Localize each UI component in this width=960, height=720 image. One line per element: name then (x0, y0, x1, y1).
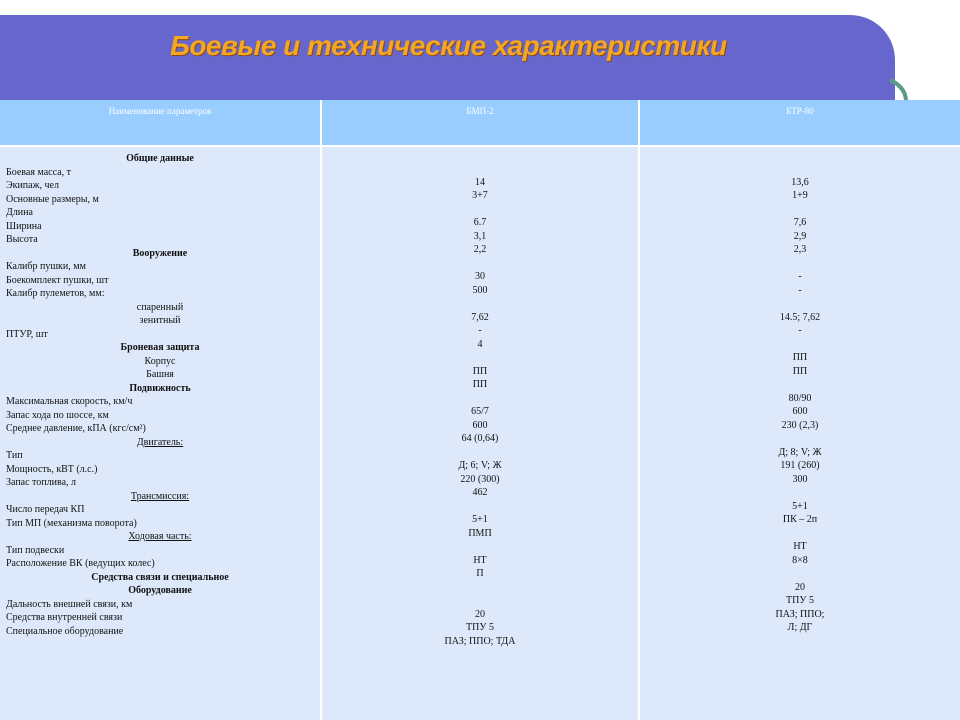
header-divider (0, 145, 960, 147)
column-divider (320, 100, 322, 720)
bmp2-value (322, 500, 638, 513)
btr80-value: Л; ДГ (787, 622, 813, 633)
bmp2-value (322, 257, 638, 270)
column-divider (638, 100, 640, 720)
bmp2-value: 600 (472, 419, 488, 431)
bmp2-value (322, 540, 638, 553)
bmp2-value: НТ (473, 554, 487, 566)
bmp2-value (322, 581, 638, 594)
btr80-value (640, 378, 960, 391)
btr80-value: 7,6 (793, 217, 807, 228)
parameter-label: Мощность, кВТ (л.с.) (6, 463, 98, 475)
btr80-value: 14.5; 7,62 (779, 311, 821, 323)
parameter-label: Вооружение (132, 247, 188, 259)
parameter-label: Высота (6, 234, 38, 245)
bmp2-value: 462 (472, 487, 488, 498)
parameter-label: ПТУР, шт (6, 328, 48, 340)
bmp2-value (322, 162, 638, 175)
parameter-label: Число передач КП (6, 504, 85, 515)
parameter-label: Средства внутренней связи (6, 612, 123, 623)
bmp2-value: 4 (477, 338, 483, 350)
bmp2-value: 64 (0,64) (461, 433, 499, 444)
parameters-column (0, 147, 320, 720)
bmp2-value: ПАЗ; ППО; ТДА (444, 635, 516, 647)
btr80-value: Д; 8; V; Ж (778, 446, 822, 458)
parameter-label: Запас топлива, л (6, 477, 76, 488)
parameter-label: Средства связи и специальное (91, 571, 229, 583)
bmp2-value (322, 203, 638, 216)
btr80-value (640, 527, 960, 540)
btr80-value: 300 (792, 473, 808, 485)
parameter-label: Общие данные (126, 153, 194, 164)
bmp2-value: 500 (472, 284, 488, 296)
parameter-label: Калибр пушки, мм (6, 261, 86, 272)
bmp2-value: 65/7 (471, 406, 489, 417)
bmp2-value: - (478, 325, 482, 336)
btr80-value: 2,3 (793, 244, 807, 255)
btr80-value (640, 432, 960, 445)
bmp2-value: ПП (472, 379, 488, 390)
bmp2-value: 2,2 (473, 244, 487, 255)
bmp2-value: Д; 6; V; Ж (458, 460, 502, 471)
parameter-label: Броневая защита (120, 342, 200, 353)
parameter-label: зенитный (139, 315, 181, 326)
header-bmp2: БМП-2 (322, 100, 638, 145)
parameter-label: Тип подвески (6, 544, 65, 556)
parameter-label: Оборудование (128, 585, 192, 596)
parameter-label: Двигатель: (136, 436, 184, 448)
bmp2-value (322, 297, 638, 310)
btr80-value: ПП (792, 365, 808, 377)
parameter-label: Среднее давление, кПА (кгс/см²) (6, 423, 146, 434)
parameter-label: Ширина (6, 220, 42, 232)
parameter-label: Специальное оборудование (6, 625, 124, 637)
parameter-label: Длина (6, 207, 33, 218)
btr80-value: 191 (260) (780, 460, 820, 471)
parameter-label: Расположение ВК (ведущих колес) (6, 558, 155, 569)
parameter-label: Подвижность (129, 382, 191, 394)
btr80-value (640, 162, 960, 175)
parameter-label: Корпус (144, 355, 176, 367)
header-btr80: БТР-80 (640, 100, 960, 145)
parameter-label: Боекомплект пушки, шт (6, 274, 109, 286)
bmp2-value: 5+1 (472, 514, 488, 525)
btr80-value: 8×8 (792, 554, 808, 566)
parameter-label: Ходовая часть: (128, 531, 192, 542)
btr80-value (640, 203, 960, 216)
bmp2-value (322, 446, 638, 459)
parameter-label: Башня (146, 369, 174, 380)
bmp2-value (322, 594, 638, 607)
parameter-label: Тип (6, 450, 23, 461)
bmp2-value (322, 351, 638, 364)
parameter-label: Максимальная скорость, км/ч (6, 396, 133, 407)
parameter-label: Боевая масса, т (6, 166, 71, 178)
btr80-value: 20 (795, 581, 805, 593)
bmp2-value: 14 (475, 176, 485, 188)
spec-table (0, 100, 960, 720)
btr80-value: 230 (2,3) (781, 419, 819, 431)
btr80-value (640, 486, 960, 499)
btr80-value: 600 (792, 406, 808, 417)
btr80-value: ПАЗ; ППО; (775, 608, 825, 620)
bmp2-value: 30 (475, 271, 485, 282)
btr80-value: - (798, 325, 802, 336)
btr80-value: 1+9 (792, 190, 808, 201)
btr80-value: 2,9 (793, 230, 807, 242)
btr80-value: НТ (793, 541, 807, 552)
btr80-value: 13,6 (791, 176, 809, 188)
btr80-value: ПК – 2п (782, 514, 818, 525)
header-parameters: Наименование параметров (0, 100, 320, 145)
page-title: Боевые и технические характеристики (170, 30, 727, 61)
bmp2-value: 3,1 (473, 230, 487, 242)
btr80-value: ТПУ 5 (786, 595, 814, 606)
parameter-label: Тип МП (механизма поворота) (6, 517, 137, 529)
btr80-value (640, 338, 960, 351)
bmp2-value: ТПУ 5 (466, 622, 494, 633)
btr80-value (640, 297, 960, 310)
parameter-label: Трансмиссия: (130, 490, 190, 502)
btr80-column (640, 147, 960, 720)
parameter-label: Запас хода по шоссе, км (6, 409, 109, 421)
btr80-value: ПП (792, 352, 808, 363)
bmp2-value: 20 (475, 608, 485, 620)
btr80-value: - (798, 271, 802, 282)
parameter-label: спаренный (136, 301, 184, 313)
parameter-label: Основные размеры, м (6, 193, 99, 205)
parameter-label: Дальность внешней связи, км (6, 598, 133, 610)
parameter-label: Экипаж, чел (6, 180, 59, 191)
btr80-value (640, 567, 960, 580)
bmp2-column (322, 147, 638, 720)
bmp2-value: 220 (300) (460, 473, 500, 485)
bmp2-value (322, 392, 638, 405)
btr80-value (640, 257, 960, 270)
btr80-value: 80/90 (788, 392, 812, 404)
btr80-value: 5+1 (792, 500, 808, 512)
bmp2-value: 6.7 (473, 217, 487, 228)
bmp2-value: П (476, 568, 484, 579)
btr80-value: - (798, 284, 802, 296)
bmp2-value: 3+7 (472, 190, 488, 201)
bmp2-value: ПМП (468, 527, 492, 539)
bmp2-value: ПП (472, 365, 488, 377)
bmp2-value: 7,62 (471, 311, 489, 323)
parameter-label: Калибр пулеметов, мм: (6, 288, 105, 299)
